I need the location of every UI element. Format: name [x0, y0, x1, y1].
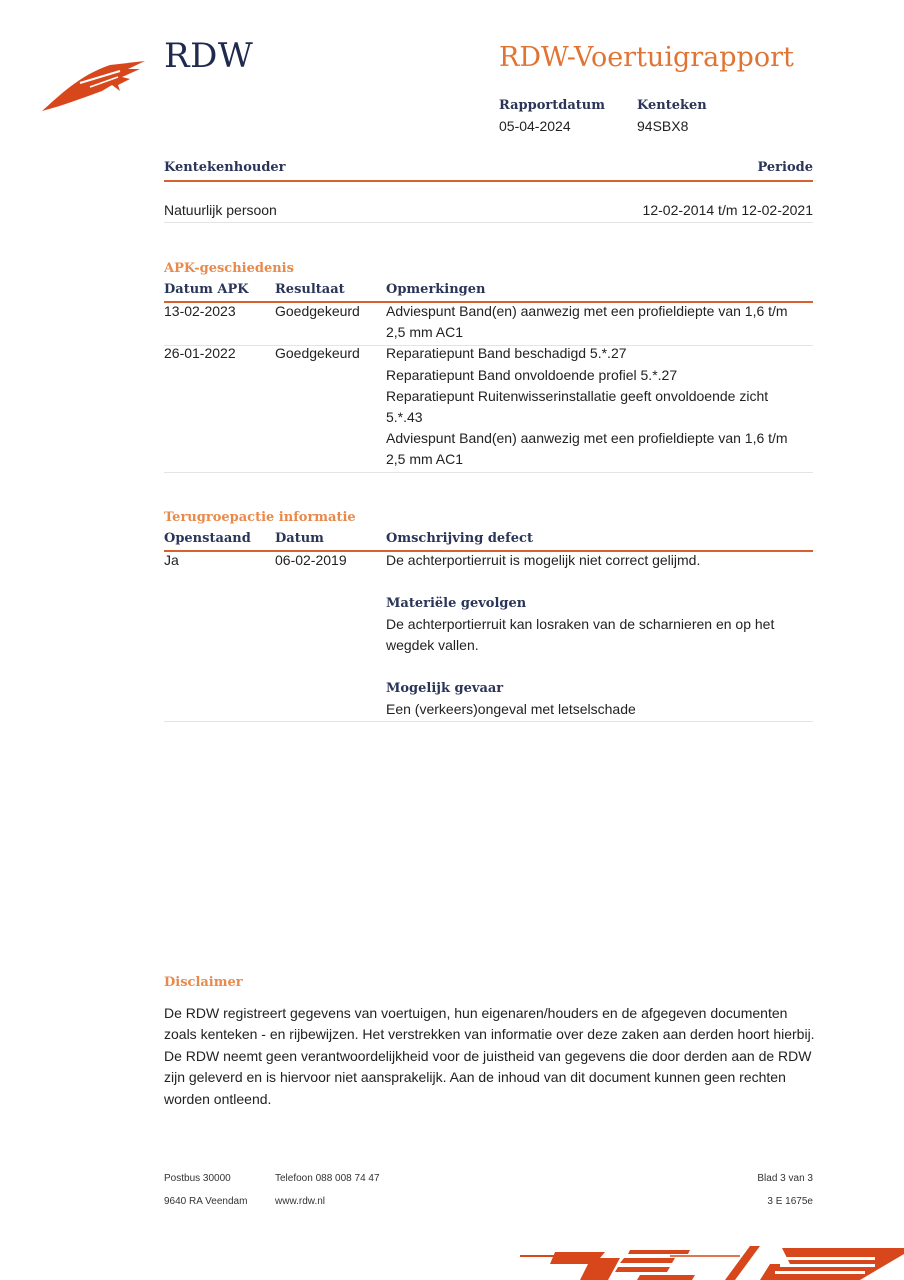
- apk-opmerking: 5.*.43: [386, 409, 423, 425]
- apk-opmerking: 2,5 mm AC1: [386, 451, 464, 467]
- rapportdatum-value: 05-04-2024: [499, 118, 571, 134]
- disclaimer-title: Disclaimer: [164, 975, 243, 990]
- rapportdatum-label: Rapportdatum: [499, 98, 605, 113]
- recall-section-title: Terugroepactie informatie: [164, 510, 356, 525]
- footer-page: Blad 3 van 3: [757, 1173, 813, 1184]
- apk-opmerking: Adviespunt Band(en) aanwezig met een profieldiepte van 1,6 t/m: [386, 303, 788, 319]
- footer-code: 3 E 1675e: [767, 1196, 813, 1207]
- divider: [164, 222, 813, 223]
- apk-col-datum: Datum APK: [164, 282, 249, 297]
- apk-opmerking: 2,5 mm AC1: [386, 324, 464, 340]
- recall-col-omschrijving: Omschrijving defect: [386, 531, 533, 546]
- kenteken-value: 94SBX8: [637, 118, 689, 134]
- logo-text: RDW: [164, 36, 254, 76]
- apk-col-resultaat: Resultaat: [275, 282, 345, 297]
- recall-openstaand: Ja: [164, 552, 179, 568]
- decorative-stripes-icon: [520, 1244, 904, 1280]
- apk-section-title: APK-geschiedenis: [164, 261, 294, 276]
- apk-resultaat: Goedgekeurd: [275, 303, 360, 319]
- footer-address: 9640 RA Veendam: [164, 1196, 248, 1207]
- apk-opmerking: Reparatiepunt Band onvoldoende profiel 5.*.27: [386, 367, 678, 383]
- periode-header: Periode: [757, 160, 813, 175]
- kenteken-label: Kenteken: [637, 98, 707, 113]
- footer-website[interactable]: www.rdw.nl: [275, 1196, 326, 1207]
- divider: [164, 180, 813, 182]
- materiele-gevolgen-text: wegdek vallen.: [386, 637, 479, 653]
- mogelijk-gevaar-text: Een (verkeers)ongeval met letselschade: [386, 701, 636, 717]
- holder-periode: 12-02-2014 t/m 12-02-2021: [642, 202, 813, 218]
- footer-postbus: Postbus 30000: [164, 1173, 231, 1184]
- materiele-gevolgen-label: Materiële gevolgen: [386, 596, 527, 611]
- apk-datum: 13-02-2023: [164, 303, 236, 319]
- recall-omschrijving: De achterportierruit is mogelijk niet correct gelijmd.: [386, 552, 701, 568]
- apk-opmerking: Reparatiepunt Ruitenwisserinstallatie geeft onvoldoende zicht: [386, 388, 769, 404]
- kentekenhouder-header: Kentekenhouder: [164, 160, 286, 175]
- holder-type: Natuurlijk persoon: [164, 202, 277, 218]
- report-title: RDW-Voertuigrapport: [499, 42, 794, 73]
- divider: [164, 721, 813, 722]
- recall-datum: 06-02-2019: [275, 552, 347, 568]
- apk-opmerking: Adviespunt Band(en) aanwezig met een profieldiepte van 1,6 t/m: [386, 430, 788, 446]
- apk-resultaat: Goedgekeurd: [275, 345, 360, 361]
- apk-col-opmerkingen: Opmerkingen: [386, 282, 486, 297]
- apk-opmerking: Reparatiepunt Band beschadigd 5.*.27: [386, 345, 627, 361]
- footer-telefoon: Telefoon 088 008 74 47: [275, 1173, 380, 1184]
- recall-col-openstaand: Openstaand: [164, 531, 251, 546]
- apk-datum: 26-01-2022: [164, 345, 236, 361]
- divider: [164, 472, 813, 473]
- rdw-logo-icon: [40, 55, 150, 115]
- disclaimer-text: De RDW registreert gegevens van voertuigen, hun eigenaren/houders en de afgegeven documenten zoals kenteken - en rijbewijzen. Het verstrekken van informatie over deze zaken aan derden hoort hierbij. De RDW neemt geen verantwoordelijkheid voor de juistheid van gegevens die door derden aan de RDW zijn geleverd en is hiervoor niet aansprakelijk. Aan de inhoud van dit document kunnen geen rechten worden ontleend.: [164, 1005, 815, 1107]
- mogelijk-gevaar-label: Mogelijk gevaar: [386, 681, 504, 696]
- materiele-gevolgen-text: De achterportierruit kan losraken van de scharnieren en op het: [386, 616, 775, 632]
- recall-col-datum: Datum: [275, 531, 324, 546]
